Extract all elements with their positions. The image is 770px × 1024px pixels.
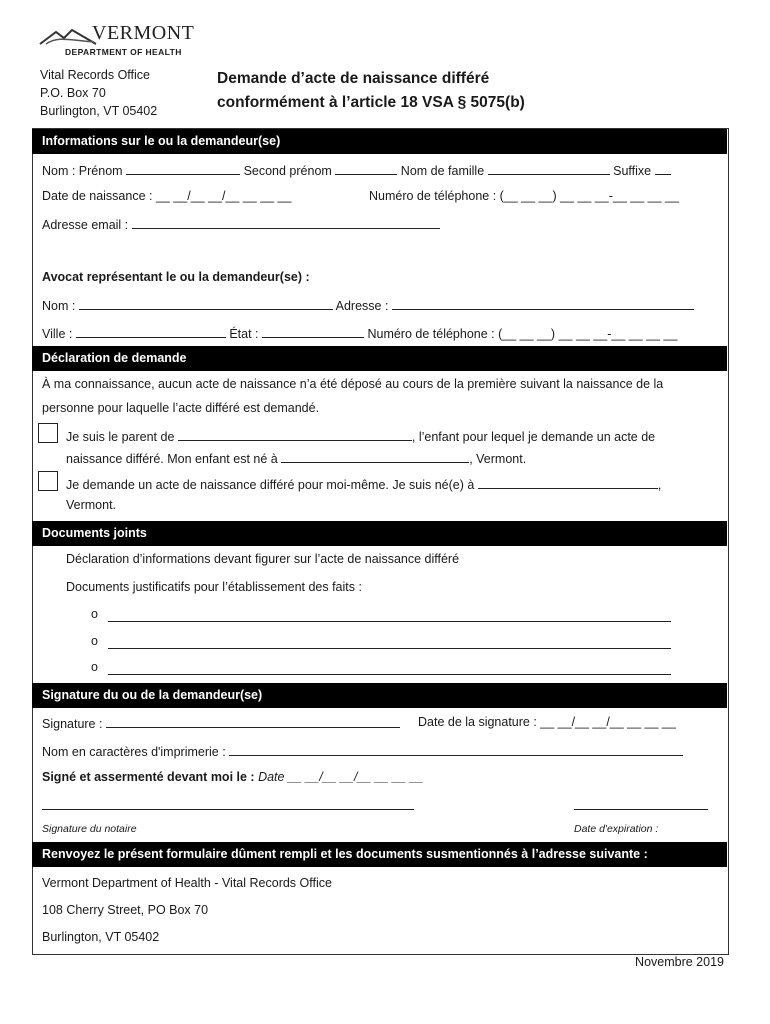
- last-name-field[interactable]: [488, 162, 610, 175]
- self-option-line-2: Vermont.: [66, 498, 117, 512]
- birthdate-field[interactable]: Date de naissance : __ __/__ __/__ __ __ __: [42, 189, 292, 203]
- label-signature: Signature :: [42, 717, 103, 731]
- self-option-text: ,: [657, 478, 662, 492]
- label-attorney-name: Nom :: [42, 299, 76, 313]
- signature-date-field[interactable]: Date de la signature : __ __/__ __/__ __ __ __: [418, 715, 676, 729]
- parent-option-text: , l’enfant pour lequel je demande un acte de: [411, 430, 656, 444]
- label-attorney-address: Adresse :: [335, 299, 389, 313]
- email-field[interactable]: [132, 216, 440, 229]
- return-address-line-1: Vermont Department of Health - Vital Records Office: [42, 876, 332, 890]
- sworn-row: [42, 770, 423, 784]
- notary-label: Signature du notaire: [42, 823, 137, 835]
- office-address: [40, 66, 157, 120]
- child-name-field[interactable]: [178, 428, 412, 441]
- label-state: État :: [229, 327, 259, 341]
- document-line-field[interactable]: [108, 648, 671, 649]
- self-option-line-1: [66, 476, 661, 492]
- suffix-field[interactable]: [655, 162, 671, 175]
- label-last-name: Nom de famille: [400, 164, 485, 178]
- phone-field[interactable]: Numéro de téléphone : (__ __ __) __ __ __-__ __ __ __: [369, 189, 679, 203]
- label-printed-name: Nom en caractères d'imprimerie :: [42, 745, 226, 759]
- section-applicant-heading: Informations sur le ou la demandeur(se): [32, 129, 727, 154]
- label-middle-name: Second prénom: [243, 164, 332, 178]
- declaration-text-1: À ma connaissance, aucun acte de naissance n’a été déposé au cours de la première suivant la naissance de la: [42, 377, 664, 391]
- section-declaration-heading: Déclaration de demande: [32, 346, 727, 371]
- notary-signature-field[interactable]: [42, 809, 414, 810]
- label-city: Ville :: [42, 327, 73, 341]
- vermont-health-logo: [38, 22, 195, 62]
- revision-date: Novembre 2019: [635, 955, 724, 969]
- document-item-1: Déclaration d’informations devant figurer sur l’acte de naissance différé: [66, 552, 460, 566]
- child-birthplace-field[interactable]: [281, 450, 469, 463]
- attorney-address-field[interactable]: [392, 297, 694, 310]
- attorney-city-row: [42, 325, 677, 341]
- title-line-1: Demande d’acte de naissance différé: [217, 70, 490, 87]
- name-row: [42, 162, 671, 178]
- form-title: [217, 67, 525, 115]
- signature-row: [42, 715, 400, 731]
- parent-option-line-1: [66, 428, 655, 444]
- document-item-2: Documents justificatifs pour l’établissement des faits :: [66, 580, 362, 594]
- state-field[interactable]: [262, 325, 364, 338]
- self-checkbox[interactable]: [38, 471, 58, 491]
- logo-vermont: VERMONT: [92, 22, 195, 44]
- label-email: Adresse email :: [42, 218, 129, 232]
- address-line: Vital Records Office: [40, 68, 151, 82]
- first-name-field[interactable]: [126, 162, 240, 175]
- document-line-field[interactable]: [108, 621, 671, 622]
- logo-department: DEPARTMENT OF HEALTH: [65, 47, 182, 57]
- declaration-text-2: personne pour laquelle l’acte différé est demandé.: [42, 401, 320, 415]
- middle-name-field[interactable]: [335, 162, 397, 175]
- section-return-heading: Renvoyez le présent formulaire dûment rempli et les documents susmentionnés à l’adresse suivante :: [32, 842, 727, 867]
- printed-name-field[interactable]: [229, 743, 683, 756]
- bullet: o: [91, 607, 98, 621]
- label-suffix: Suffixe: [613, 164, 652, 178]
- self-option-text: Je demande un acte de naissance différé pour moi-même. Je suis né(e) à: [66, 478, 475, 492]
- title-line-2: conformément à l’article 18 VSA § 5075(b): [217, 94, 525, 111]
- section-documents-heading: Documents joints: [32, 521, 727, 546]
- parent-option-line-2: [66, 450, 526, 466]
- printed-name-row: [42, 743, 683, 759]
- parent-option-text: naissance différé. Mon enfant est né à: [66, 452, 278, 466]
- expiration-date-field[interactable]: [574, 809, 708, 810]
- address-line: P.O. Box 70: [40, 86, 106, 100]
- attorney-name-row: [42, 297, 694, 313]
- email-row: [42, 216, 440, 232]
- self-birthplace-field[interactable]: [478, 476, 658, 489]
- attorney-heading: Avocat représentant le ou la demandeur(se) :: [42, 270, 310, 284]
- bullet: o: [91, 634, 98, 648]
- attorney-phone-field[interactable]: Numéro de téléphone : (__ __ __) __ __ __-__ __ __ __: [367, 327, 678, 341]
- return-address-line-3: Burlington, VT 05402: [42, 930, 160, 944]
- document-line-field[interactable]: [108, 674, 671, 675]
- signature-field[interactable]: [106, 715, 400, 728]
- attorney-name-field[interactable]: [79, 297, 333, 310]
- label-first-name: Nom : Prénom: [42, 164, 123, 178]
- parent-option-text: , Vermont.: [469, 452, 527, 466]
- mountain-logo-icon: [38, 26, 98, 48]
- address-line: Burlington, VT 05402: [40, 104, 158, 118]
- return-address-line-2: 108 Cherry Street, PO Box 70: [42, 903, 209, 917]
- section-signature-heading: Signature du ou de la demandeur(se): [32, 683, 727, 708]
- bullet: o: [91, 660, 98, 674]
- city-field[interactable]: [76, 325, 226, 338]
- sworn-date-field[interactable]: Date __ __/__ __/__ __ __ __: [258, 770, 424, 784]
- parent-checkbox[interactable]: [38, 423, 58, 443]
- sworn-label: Signé et assermenté devant moi le :: [42, 770, 255, 784]
- parent-option-text: Je suis le parent de: [66, 430, 175, 444]
- expiration-label: Date d'expiration :: [574, 823, 659, 835]
